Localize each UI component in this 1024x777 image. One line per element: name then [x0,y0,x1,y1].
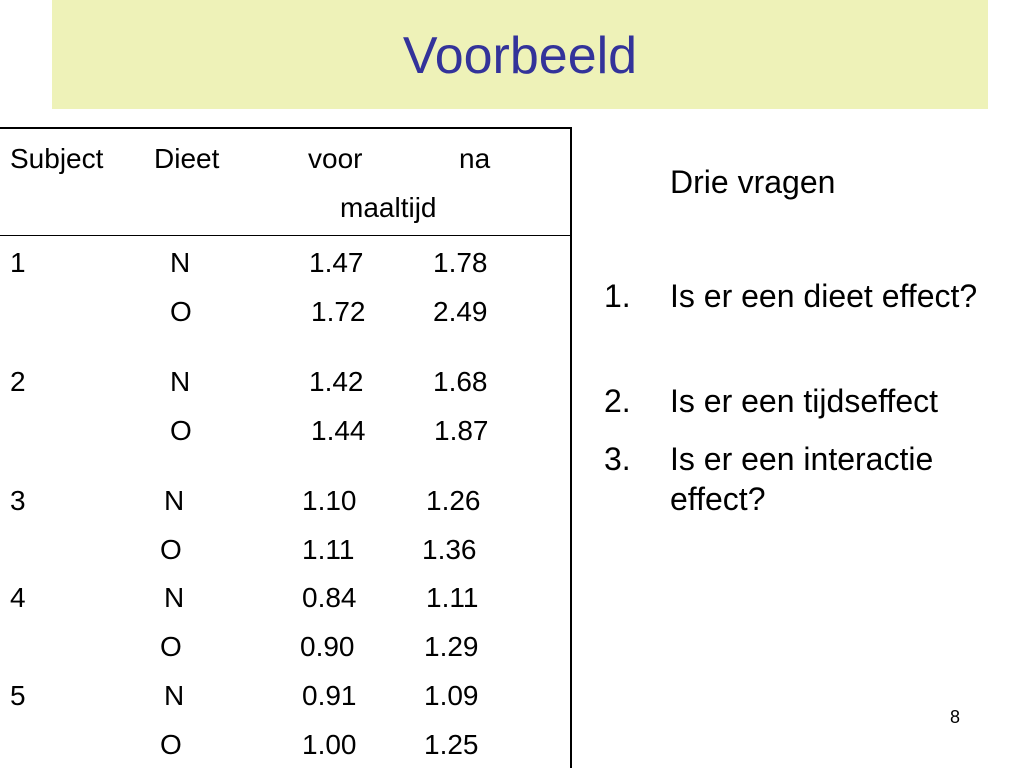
question-number: 2. [604,383,631,419]
cell-na: 1.09 [424,680,479,711]
table-row [0,296,570,344]
cell-subject: 1 [10,247,26,278]
cell-dieet: N [164,485,185,516]
header-maaltijd: maaltijd [340,192,437,223]
cell-na: 1.25 [424,729,479,760]
cell-voor: 1.42 [309,366,364,397]
cell-na: 1.68 [433,366,488,397]
cell-voor: 0.91 [302,680,357,711]
cell-dieet: O [160,631,182,662]
cell-voor: 0.84 [302,582,357,613]
cell-voor: 1.72 [311,296,366,327]
cell-na: 1.11 [426,582,479,613]
cell-dieet: O [170,296,192,327]
cell-dieet: O [160,729,182,760]
slide-title: Voorbeeld [402,27,638,85]
header-subject: Subject [10,143,104,174]
cell-na: 1.29 [424,631,479,662]
question-text: Is er een tijdseffect [670,383,938,419]
cell-voor: 1.47 [309,247,364,278]
cell-voor: 1.00 [302,729,357,760]
cell-subject: 2 [10,366,26,397]
question-text: Is er een dieet effect? [670,278,978,314]
cell-subject: 5 [10,680,26,711]
table-row [0,534,570,582]
questions-heading: Drie vragen [670,164,836,200]
cell-subject: 4 [10,582,26,613]
cell-voor: 1.11 [302,534,355,565]
question-text: Is er een interactie effect? [670,441,934,517]
cell-na: 1.36 [422,534,477,565]
cell-na: 1.26 [426,485,481,516]
cell-dieet: N [170,366,191,397]
table-row [0,680,570,728]
question-number: 1. [604,278,631,314]
header-voor: voor [308,143,363,174]
cell-dieet: O [170,415,192,446]
table-row [0,415,570,463]
header-na: na [459,143,491,174]
cell-voor: 1.10 [302,485,357,516]
table-row [0,582,570,630]
table-row [0,485,570,533]
header-dieet: Dieet [154,143,220,174]
cell-na: 1.78 [433,247,488,278]
table-row [0,247,570,295]
table-row [0,729,570,777]
cell-voor: 1.44 [311,415,366,446]
table-header [0,129,570,236]
page-number: 8 [950,707,961,727]
cell-subject: 3 [10,485,26,516]
cell-dieet: N [164,582,185,613]
cell-voor: 0.90 [300,631,355,662]
title-banner [52,0,988,109]
table-row [0,631,570,679]
cell-na: 2.49 [433,296,488,327]
cell-na: 1.87 [434,415,489,446]
cell-dieet: N [170,247,191,278]
data-table [0,127,572,768]
cell-dieet: N [164,680,185,711]
cell-dieet: O [160,534,182,565]
question-number: 3. [604,441,631,477]
table-row [0,366,570,414]
